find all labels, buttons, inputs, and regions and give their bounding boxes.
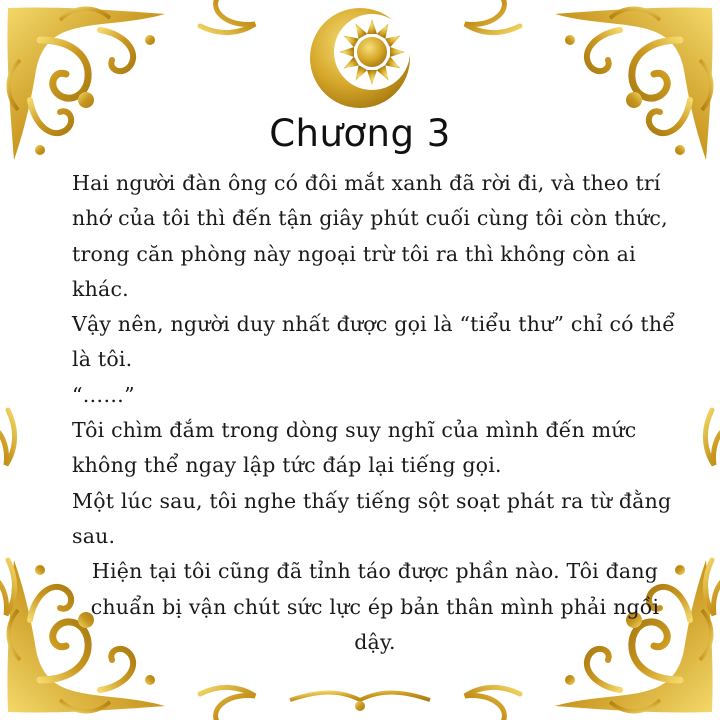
paragraph: Một lúc sau, tôi nghe thấy tiếng sột soạt phát ra từ đằng sau.	[72, 488, 672, 548]
chapter-title: Chương 3	[269, 112, 451, 155]
paragraph: “……”	[72, 382, 135, 407]
paragraph: Vậy nên, người duy nhất được gọi là “tiểu thư” chỉ có thể là tôi.	[72, 312, 676, 372]
sun-moon-emblem-icon	[308, 6, 412, 110]
chapter-body	[72, 166, 678, 660]
paragraph: Tôi chìm đắm trong dòng suy nghĩ của mình đến mức không thể ngay lập tức đáp lại tiếng gọi.	[72, 418, 637, 478]
paragraph: Hiện tại tôi cũng đã tỉnh táo được phần nào. Tôi đang chuẩn bị vận chút sức lực ép bản thân mình phải ngồi dậy.	[90, 559, 660, 654]
paragraph: Hai người đàn ông có đôi mắt xanh đã rời đi, và theo trí nhớ của tôi thì đến tận giây phút cuối cùng tôi còn thức, trong căn phòng này ngoại trừ tôi ra thì không còn ai khác.	[72, 171, 668, 301]
